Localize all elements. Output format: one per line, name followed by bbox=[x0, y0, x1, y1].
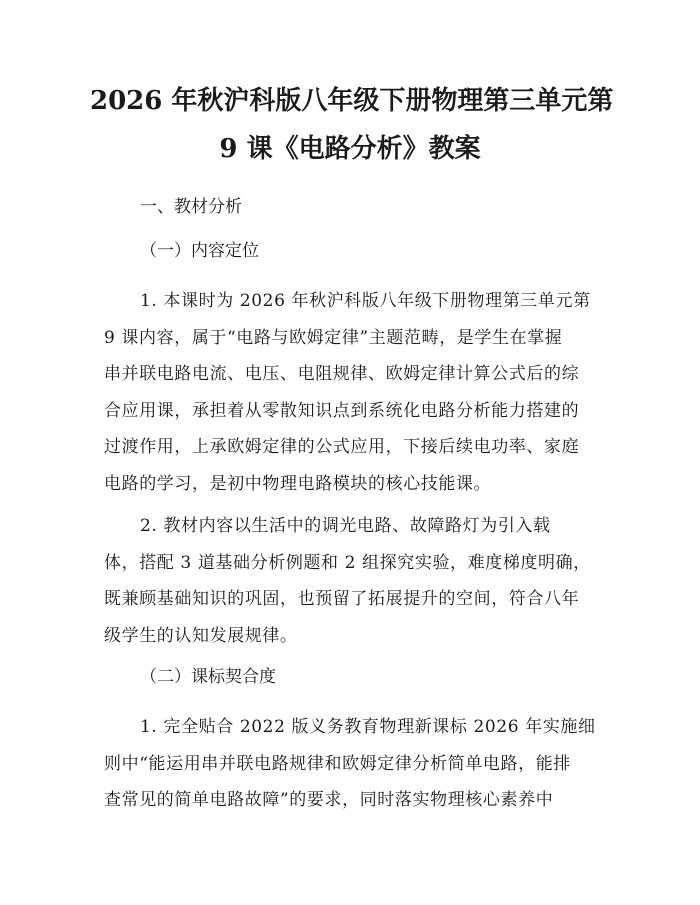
paragraph-line: 1. 本课时为 2026 年秋沪科版八年级下册物理第三单元第 bbox=[140, 291, 591, 311]
document-title-line-2: 9 课《电路分析》教案 bbox=[219, 134, 481, 164]
section-heading-textbook-analysis: 一、教材分析 bbox=[140, 197, 242, 217]
paragraph-line: 9 课内容，属于“电路与欧姆定律”主题范畴，是学生在掌握 bbox=[104, 327, 563, 348]
paragraph-line: 合应用课，承担着从零散知识点到系统化电路分析能力搭建的 bbox=[104, 400, 580, 421]
paragraph-line: 2. 教材内容以生活中的调光电路、故障路灯为引入载 bbox=[140, 516, 551, 536]
paragraph-line: 既兼顾基础知识的巩固，也预留了拓展提升的空间，符合八年 bbox=[104, 589, 580, 610]
subsection-heading-curriculum-alignment: （二）课标契合度 bbox=[140, 667, 276, 687]
paragraph-line: 电路的学习，是初中物理电路模块的核心技能课。 bbox=[104, 473, 492, 494]
paragraph-line: 串并联电路电流、电压、电阻规律、欧姆定律计算公式后的综 bbox=[104, 364, 580, 385]
paragraph-line: 1. 完全贴合 2022 版义务教育物理新课标 2026 年实施细 bbox=[140, 717, 596, 737]
subsection-heading-content-positioning: （一）内容定位 bbox=[140, 241, 259, 261]
paragraph-line: 体，搭配 3 道基础分析例题和 2 组探究实验，难度梯度明确， bbox=[104, 552, 591, 573]
paragraph-curriculum-alignment-1 bbox=[104, 709, 600, 819]
paragraph-line: 过渡作用，上承欧姆定律的公式应用，下接后续电功率、家庭 bbox=[104, 437, 580, 458]
paragraph-content-positioning-2 bbox=[104, 508, 600, 654]
document-title-line-1: 2026 年秋沪科版八年级下册物理第三单元第 bbox=[90, 86, 614, 116]
paragraph-line: 查常见的简单电路故障”的要求，同时落实物理核心素养中 bbox=[104, 790, 554, 811]
paragraph-content-positioning-1 bbox=[104, 283, 600, 503]
paragraph-line: 级学生的认知发展规律。 bbox=[104, 625, 298, 646]
paragraph-line: 则中“能运用串并联电路规律和欧姆定律分析简单电路，能排 bbox=[104, 753, 571, 774]
